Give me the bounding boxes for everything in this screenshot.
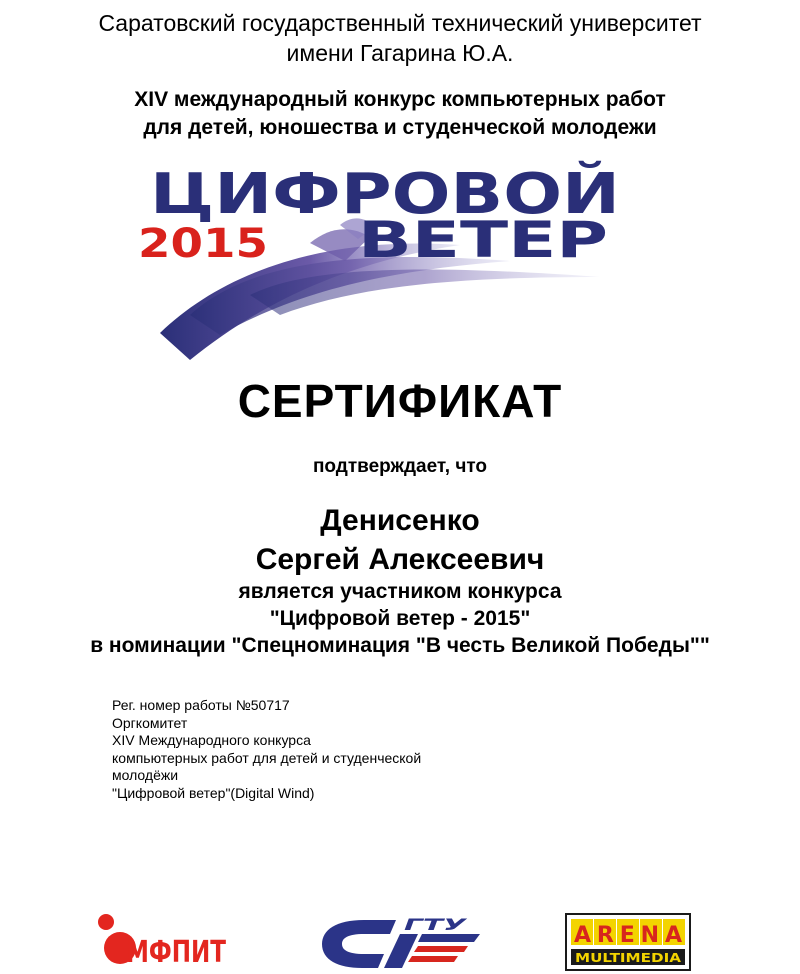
confirms-text: подтверждает, что [312, 456, 488, 477]
contest-logo [130, 162, 630, 380]
footer-line: Рег. номер работы №50717 [112, 697, 290, 713]
mfpit-logo [92, 908, 232, 972]
university-name [0, 8, 800, 68]
arena-multimedia-logo [566, 914, 690, 970]
sgtu-logo [318, 912, 480, 972]
arena-logo-graphic [566, 914, 690, 970]
arena-bottom-text: MULTIMEDIA [575, 951, 682, 965]
arena-top-text: ARENA [574, 923, 682, 948]
footer-line: Оргкомитет [112, 714, 188, 731]
footer-line: "Цифровой ветер"(Digital Wind) [112, 784, 315, 801]
footer-line: молодёжи [112, 767, 179, 783]
footer-line: XIV Международного конкурса [112, 732, 311, 748]
university-line: имени Гагарина Ю.А. [286, 40, 514, 66]
statement-line: является участником конкурса [238, 580, 562, 603]
recipient-surname: Денисенко [320, 504, 480, 537]
contest-line: для детей, юношества и студенческой молодежи [143, 116, 657, 139]
sgtu-logo-graphic [318, 912, 480, 972]
participation-statement [0, 578, 800, 659]
contest-logo-graphic [130, 162, 630, 380]
logo-year: 2015 [138, 221, 268, 267]
certificate-title: СЕРТИФИКАТ [237, 375, 563, 427]
statement-line: в номинации "Спецноминация "В честь Великой Победы"" [90, 634, 710, 657]
statement-line: "Цифровой ветер - 2015" [269, 607, 531, 630]
mfpit-logo-text: МФПИТ [126, 935, 227, 970]
sgtu-logo-text: ГТУ [404, 915, 468, 934]
organizing-committee-info [112, 697, 532, 802]
contest-name [0, 86, 800, 142]
recipient-given-names: Сергей Алексеевич [255, 543, 545, 576]
logo-word-top: ЦИФРОВОЙ [150, 162, 531, 227]
logo-word-bottom: ВЕТЕР [358, 211, 608, 269]
contest-line: XIV международный конкурс компьютерных работ [134, 88, 666, 111]
footer-line: компьютерных работ для детей и студенческой [112, 749, 422, 766]
university-line: Саратовский государственный технический университет [98, 10, 702, 36]
mfpit-logo-graphic [92, 908, 232, 972]
